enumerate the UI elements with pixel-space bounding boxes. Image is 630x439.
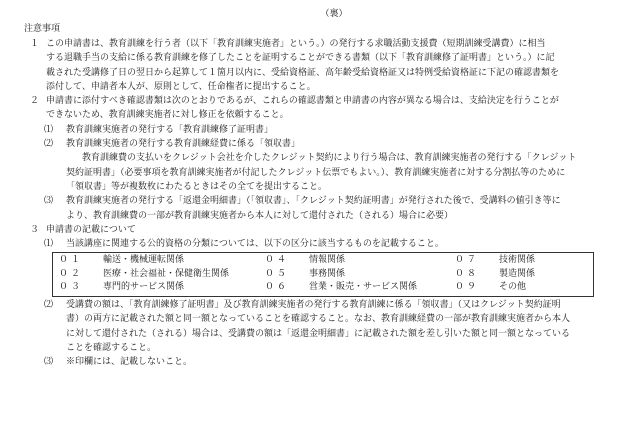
- category-label: 事務関係: [309, 268, 346, 279]
- note-subitem-2-2: [24, 137, 616, 151]
- category-row: [59, 281, 593, 295]
- subitem-line: 教育訓練実施者の発行する「返還金明細書」（「領収書」、「クレジット契約証明書」が発行された後で、受講料の値引き等に: [66, 196, 561, 207]
- note-item-2: [24, 94, 616, 123]
- note-item-number: ３: [30, 224, 40, 235]
- subitem-line: 当該講座に関連する公的資格の分類については、以下の区分に該当するものを記載すること。: [66, 239, 444, 250]
- category-label: 営業・販売・サービス関係: [309, 282, 418, 293]
- category-cell: [455, 254, 585, 268]
- note-line: 申請書に添付すべき確認書類は次のとおりであるが、これらの確認書類と申請書の内容が異なる場合は、支給決定を行うことが: [46, 96, 559, 107]
- category-cell: [59, 254, 265, 268]
- subitem-number: ⑵: [44, 139, 54, 150]
- category-row: [59, 254, 593, 268]
- note-subitem-3-1: [24, 237, 616, 251]
- category-code: ０９: [455, 282, 480, 293]
- note-line: する退職手当の支給に係る教育訓練を修了したことを証明することができる書類（以下「教育訓練修了証明書」という。）に記: [46, 53, 555, 64]
- category-label: 医療・社会福祉・保健衛生関係: [103, 268, 230, 279]
- category-label: 技術関係: [499, 255, 536, 266]
- qualification-category-table: [52, 252, 594, 297]
- category-row: [59, 268, 593, 282]
- detail-line: 教育訓練費の支払いをクレジット会社を介したクレジット契約により行う場合は、教育訓練実施者の発行する「クレジット: [82, 153, 577, 164]
- category-label: 輸送・機械運転関係: [103, 255, 185, 266]
- category-cell: [265, 254, 455, 268]
- subitem-line: ことを確認すること。: [66, 342, 157, 353]
- note-item-number: １: [30, 39, 40, 49]
- note-line: 添付して、申請者本人が、原則として、任命権者に提出すること。: [46, 81, 316, 92]
- note-subitem-3-2: [24, 298, 616, 355]
- subitem-line: 教育訓練実施者の発行する「教育訓練修了証明書」: [66, 124, 274, 135]
- category-code: ０４: [265, 255, 290, 266]
- detail-line: 契約証明書」（必要事項を教育訓練実施者が付記したクレジット伝票でもよい。）、教育訓練実施者に対する分割払等のために: [66, 167, 566, 178]
- subitem-line: に対して還付された（される）場合は、受講費の額は「返還金明細書」に記載された額を差し引いた額と同一額となっている: [66, 328, 571, 339]
- note-line: 申請書の記載について: [46, 224, 136, 235]
- category-cell: [59, 281, 265, 295]
- category-code: ０７: [455, 255, 480, 266]
- category-cell: [265, 268, 455, 282]
- category-code: ０５: [265, 268, 290, 279]
- detail-line: 「領収書」等が複数枚にわたるときはその全てを提出すること。: [66, 181, 328, 192]
- category-cell: [59, 268, 265, 282]
- section-title: 注意事項: [24, 24, 61, 34]
- subitem-line: より、教育訓練費の一部が教育訓練実施者から本人に対して還付された（される）場合に必要）: [66, 210, 454, 221]
- page-header: （裏）: [320, 9, 348, 19]
- category-cell: [265, 281, 455, 295]
- note-subitem-3-3: [24, 355, 616, 369]
- note-line: 載された受講修了日の翌日から起算して１箇月以内に、受給資格証、高年齢受給資格証又は特例受給資格証に下記の確認書類を: [46, 67, 560, 78]
- subitem-number: ⑴: [44, 124, 54, 135]
- subitem-line: 受講費の額は、「教育訓練修了証明書」及び教育訓練実施者の発行する教育訓練に係る「領収書」（又はクレジット契約証明: [66, 299, 561, 310]
- category-label: その他: [499, 282, 527, 293]
- subitem-2-2-detail: [24, 151, 616, 194]
- note-item-3: [24, 223, 616, 237]
- category-cell: [455, 268, 585, 282]
- subitem-line: 教育訓練実施者の発行する教育訓練経費に係る「領収書」: [66, 139, 301, 150]
- subitem-number: ⑶: [44, 196, 54, 207]
- subitem-number: ⑴: [44, 239, 54, 250]
- category-code: ０８: [455, 268, 480, 279]
- note-subitem-2-3: [24, 194, 616, 223]
- category-label: 専門的サービス関係: [103, 282, 185, 293]
- category-code: ０３: [59, 282, 84, 293]
- subitem-line: 書）の両方に記載された額と同一額となっていることを確認すること。なお、教育訓練経費の一部が教育訓練実施者から本人: [66, 314, 571, 325]
- category-label: 情報関係: [309, 255, 346, 266]
- subitem-number: ⑶: [44, 357, 54, 368]
- category-code: ０２: [59, 268, 84, 279]
- category-cell: [455, 281, 585, 295]
- subitem-line: ※印欄には、記載しないこと。: [66, 357, 193, 368]
- category-label: 製造関係: [499, 268, 536, 279]
- note-item-number: ２: [30, 96, 40, 107]
- category-code: ０６: [265, 282, 290, 293]
- subitem-number: ⑵: [44, 299, 54, 310]
- note-line: できないため、教育訓練実施者に対し修正を依頼すること。: [46, 110, 289, 121]
- category-code: ０１: [59, 255, 84, 266]
- note-item-1: [24, 37, 616, 94]
- note-subitem-2-1: [24, 123, 616, 137]
- note-line: この申請書は、教育訓練を行う者（以下「教育訓練実施者」という。）の発行する求職活動支援費（短期訓練受講費）に相当: [46, 39, 546, 49]
